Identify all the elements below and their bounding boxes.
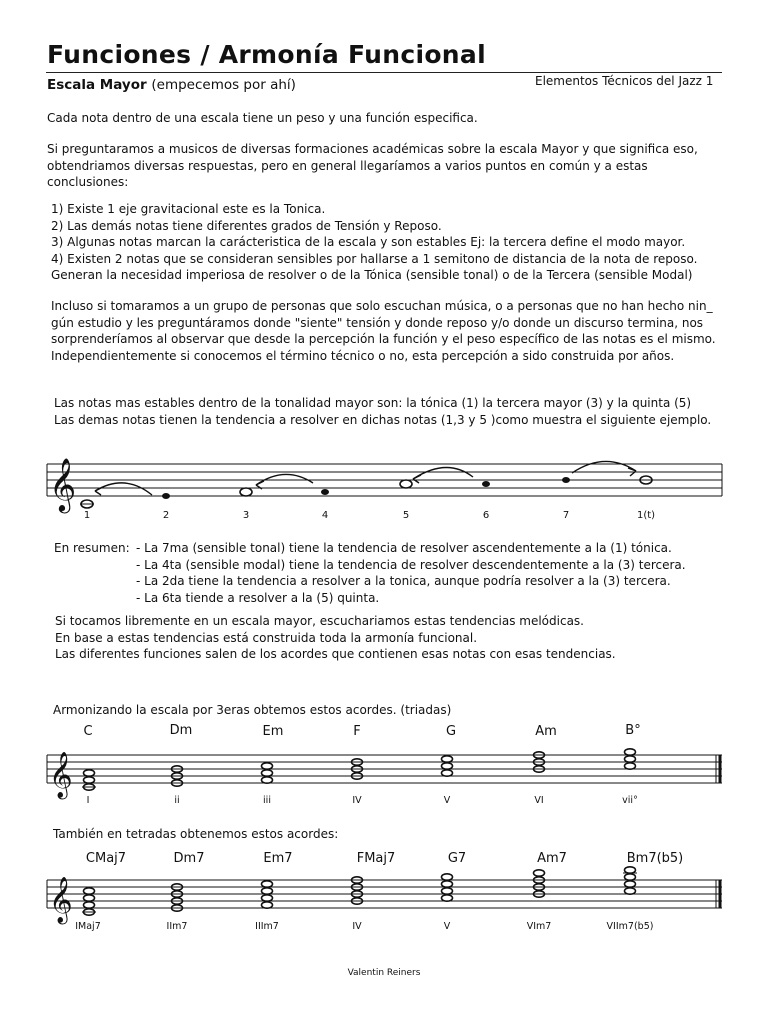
note-quarter-b xyxy=(562,477,570,483)
roman-numeral: IV xyxy=(352,921,362,932)
roman-numeral: IIIm7 xyxy=(255,921,279,932)
chord-symbol: C xyxy=(83,724,93,739)
scale-degree-number: 4 xyxy=(321,510,329,521)
triad-note xyxy=(262,763,273,769)
chord-symbol: B° xyxy=(625,723,641,738)
triad-note xyxy=(625,756,636,762)
course-name: Elementos Técnicos del Jazz 1 xyxy=(535,74,714,88)
page-title: Funciones / Armonía Funcional xyxy=(47,40,486,69)
paragraph-line: conclusiones: xyxy=(47,175,129,189)
note-quarter-d xyxy=(162,493,170,499)
triad-note xyxy=(84,777,95,783)
page-footer: Valentin Reiners xyxy=(347,968,421,978)
paragraph-line: Independientemente si conocemos el término técnico o no, esta percepción a sido construida por años. xyxy=(51,348,675,363)
resolution-arrow xyxy=(95,483,152,495)
triad-note xyxy=(625,749,636,755)
scale-degree-number: 1 xyxy=(83,510,91,521)
paragraph-stable-notes xyxy=(54,395,711,428)
scale-degree-number: 7 xyxy=(562,510,570,521)
paragraph-line: sorprenderíamos al observar que desde la percepción la función y el peso específico de las notas es el mismo. xyxy=(51,332,716,346)
seventh-note xyxy=(442,881,453,887)
seventh-note xyxy=(442,895,453,901)
treble-clef-icon: 𝄞 xyxy=(49,752,73,798)
triad-note xyxy=(262,777,273,783)
roman-numeral: VIIm7(b5) xyxy=(606,921,654,932)
paragraph-line: obtendriamos diversas respuestas, pero en general llegaríamos a varios puntos en común y a estas xyxy=(47,158,648,173)
chord-symbol: F xyxy=(353,724,361,739)
paragraph-line: Las diferentes funciones salen de los acordes que contienen esas notas con esas tendencias. xyxy=(55,647,616,661)
paragraph-line: Incluso si tomaramos a un grupo de personas que solo escuchan música, o a personas que no han hecho nin_ xyxy=(51,299,713,313)
list-item: 4) Existen 2 notas que se consideran sensibles por hallarse a 1 semitono de distancia de la nota de reposo. xyxy=(51,251,698,266)
scale-degree-number: 2 xyxy=(162,510,170,521)
chord-symbol: G xyxy=(445,724,457,739)
triads-staff xyxy=(0,747,768,807)
note-quarter-f xyxy=(321,489,329,495)
seventh-note xyxy=(262,895,273,901)
triad-note xyxy=(262,770,273,776)
note-quarter-a xyxy=(482,481,490,487)
roman-numeral: vii° xyxy=(622,795,638,806)
seventh-note xyxy=(625,867,636,873)
summary-list xyxy=(136,540,686,606)
chord-symbol: Bm7(b5) xyxy=(626,851,684,866)
chord-symbol: Em7 xyxy=(263,851,293,866)
subtitle-paren: (empecemos por ahí) xyxy=(151,77,296,93)
title-rule xyxy=(46,72,722,73)
treble-clef-icon: 𝄞 xyxy=(49,877,73,923)
list-item: - La 2da tiene la tendencia a resolver a la tonica, aunque podría resolver a la (3) tercera. xyxy=(136,574,671,588)
conclusions-list xyxy=(51,201,697,284)
roman-numeral: IMaj7 xyxy=(75,921,101,932)
chord-symbol: FMaj7 xyxy=(356,851,396,866)
seventh-note xyxy=(625,881,636,887)
roman-numeral: IV xyxy=(352,795,362,806)
scale-tendency-staff xyxy=(0,455,768,535)
roman-numeral: VI xyxy=(534,795,544,806)
seventh-note xyxy=(442,874,453,880)
paragraph-line: Las notas mas estables dentro de la tonalidad mayor son: la tónica (1) la tercera mayor (3) y la quinta (5) xyxy=(54,396,692,410)
treble-clef-icon: 𝄞 xyxy=(49,457,77,511)
note-whole-e xyxy=(240,488,252,496)
roman-numeral: VIm7 xyxy=(526,921,552,932)
seventh-note xyxy=(84,895,95,901)
triad-note xyxy=(442,756,453,762)
triads-heading: Armonizando la escala por 3eras obtemos estos acordes. (triadas) xyxy=(53,703,452,717)
paragraph-line: gún estudio y les preguntáramos donde "siente" tensión y donde reposo y/o donde un discurso termina, nos xyxy=(51,315,704,330)
scale-degree-number: 3 xyxy=(242,510,250,521)
list-item: - La 4ta (sensible modal) tiene la tendencia de resolver descendentemente a la (3) tercera. xyxy=(136,557,686,572)
triad-note xyxy=(442,763,453,769)
list-item: 2) Las demás notas tiene diferentes grados de Tensión y Reposo. xyxy=(51,218,442,233)
seventh-note xyxy=(262,902,273,908)
seventh-note xyxy=(262,881,273,887)
triad-note xyxy=(84,770,95,776)
seventh-note xyxy=(442,888,453,894)
summary-label: En resumen: xyxy=(54,541,130,555)
seventh-note xyxy=(625,874,636,880)
roman-numeral: IIm7 xyxy=(166,921,188,932)
list-item: 1) Existe 1 eje gravitacional este es la Tonica. xyxy=(51,202,326,216)
paragraph-line: Si preguntaramos a musicos de diversas formaciones académicas sobre la escala Mayor y que significa eso, xyxy=(47,142,698,156)
chord-symbol: CMaj7 xyxy=(85,851,127,866)
list-item: - La 7ma (sensible tonal) tiene la tendencia de resolver ascendentemente a la (1) tónica. xyxy=(136,541,672,555)
chord-symbol: Dm7 xyxy=(173,851,205,866)
intro-paragraph: Cada nota dentro de una escala tiene un peso y una función especifica. xyxy=(47,111,478,125)
paragraph-perception xyxy=(51,298,716,364)
seventh-note xyxy=(262,888,273,894)
seventh-note xyxy=(625,888,636,894)
scale-degree-number: 1(t) xyxy=(636,510,656,521)
paragraph-line: Si tocamos libremente en un escala mayor, escuchariamos estas tendencias melódicas. xyxy=(55,614,584,628)
sevenths-heading: También en tetradas obtenemos estos acordes: xyxy=(53,827,339,841)
chord-symbol: Am7 xyxy=(537,851,567,866)
note-whole-g xyxy=(400,480,412,488)
paragraph-line: En base a estas tendencias está construida toda la armonía funcional. xyxy=(55,630,478,645)
paragraph-musicians xyxy=(47,141,698,191)
list-item: 3) Algunas notas marcan la carácteristica de la escala y son estables Ej: la tercera define el modo mayor. xyxy=(51,235,686,249)
scale-degree-number: 5 xyxy=(402,510,410,521)
scale-degree-number: 6 xyxy=(482,510,490,521)
paragraph-line: Las demas notas tienen la tendencia a resolver en dichas notas (1,3 y 5 )como muestra el siguiente ejemplo. xyxy=(54,412,712,427)
seventh-note xyxy=(534,870,545,876)
chord-symbol: Dm xyxy=(169,723,193,738)
triad-note xyxy=(442,770,453,776)
resolution-arrow xyxy=(572,461,636,473)
resolution-arrow xyxy=(413,467,473,479)
subtitle-main: Escala Mayor xyxy=(47,77,147,93)
roman-numeral: I xyxy=(86,795,90,806)
paragraph-functional-harmony xyxy=(55,613,616,663)
roman-numeral: iii xyxy=(263,795,271,806)
roman-numeral: ii xyxy=(174,795,180,806)
subtitle xyxy=(47,77,296,93)
seventh-note xyxy=(84,888,95,894)
roman-numeral: V xyxy=(443,921,451,932)
chord-symbol: G7 xyxy=(447,851,467,866)
list-item: - La 6ta tiende a resolver a la (5) quinta. xyxy=(136,590,380,605)
roman-numeral: V xyxy=(443,795,451,806)
chord-symbol: Am xyxy=(535,724,557,739)
seventh-note xyxy=(84,902,95,908)
list-item: Generan la necesidad imperiosa de resolver o de la Tónica (sensible tonal) o de la Tercera (sensible Modal) xyxy=(51,268,693,282)
triad-note xyxy=(625,763,636,769)
chord-symbol: Em xyxy=(262,724,284,739)
